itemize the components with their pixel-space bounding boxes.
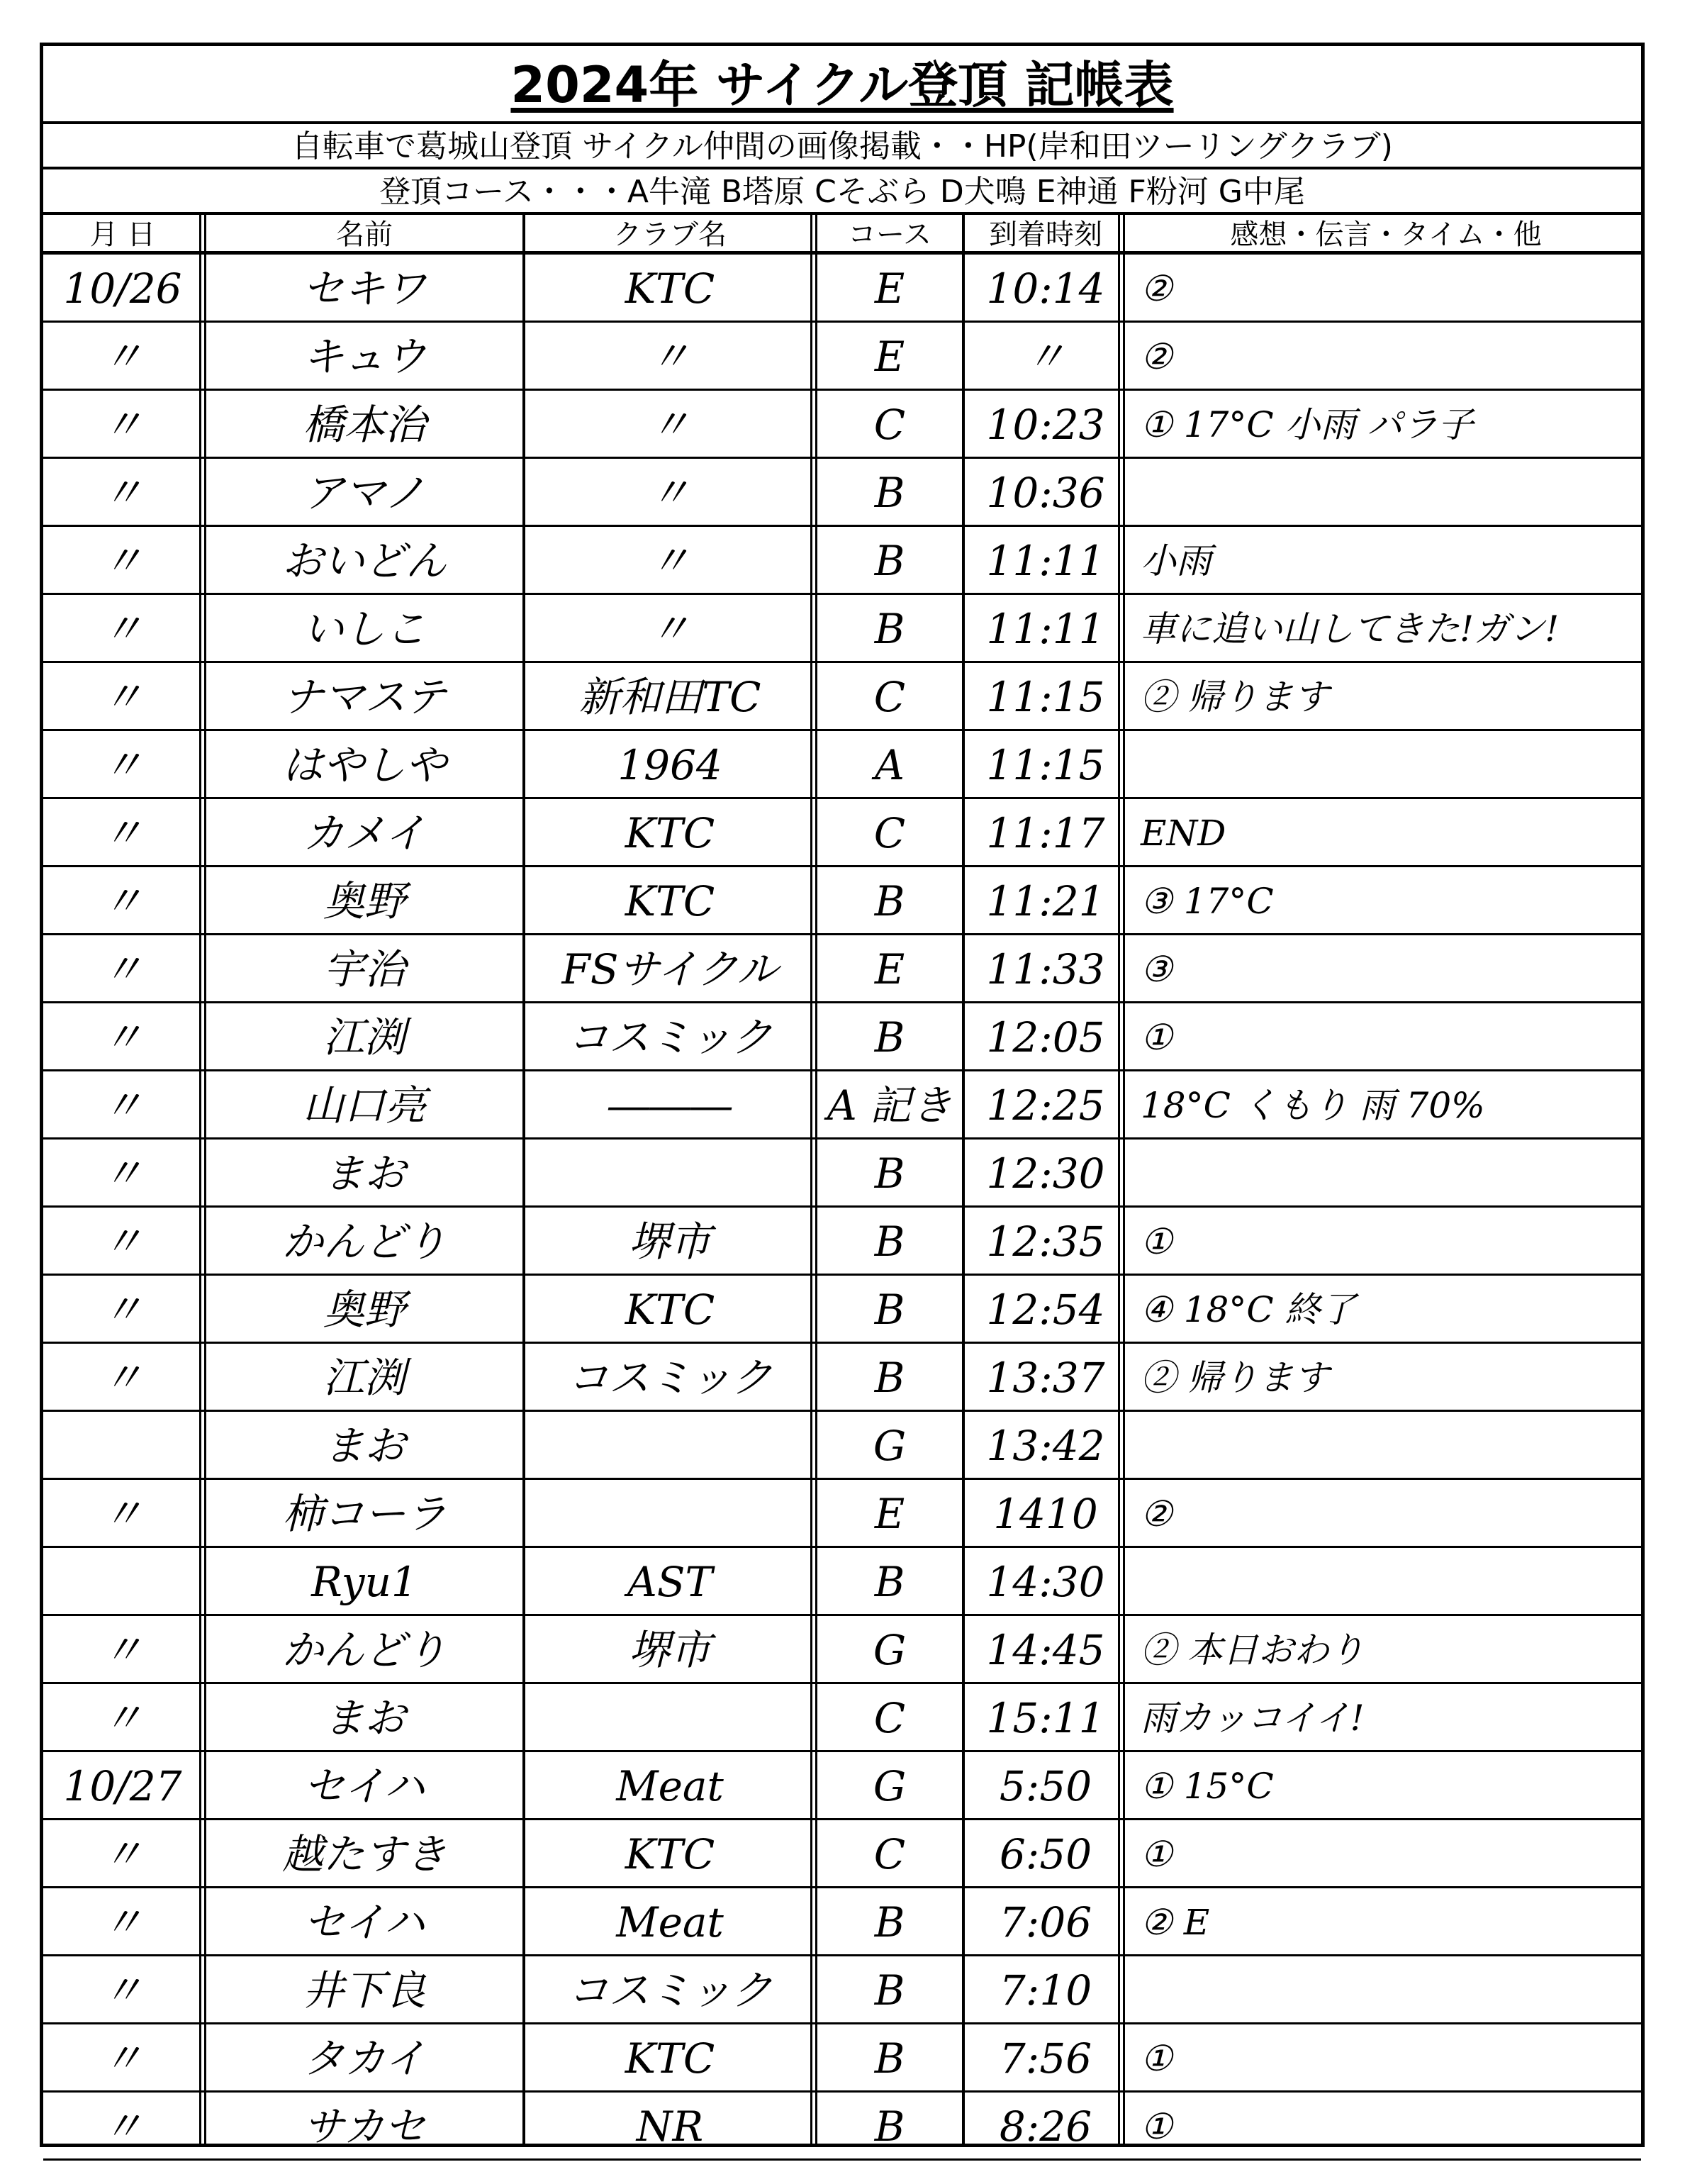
- row-memo: 雨カッコイイ!: [1141, 1698, 1365, 1739]
- row-time: 12:30: [986, 1149, 1105, 1198]
- column-divider: [199, 215, 206, 2144]
- row-memo: [1131, 1412, 1651, 1478]
- row-club: KTC: [625, 264, 715, 313]
- row-club: KTC: [625, 2034, 715, 2083]
- row-date: 〃: [101, 333, 143, 381]
- row-club: 新和田TC: [578, 673, 761, 721]
- row-name: 橋本治: [302, 401, 426, 449]
- table-row: [43, 799, 1641, 867]
- row-club: KTC: [625, 1830, 715, 1878]
- row-date: 〃: [101, 401, 143, 449]
- row-name: アマノ: [303, 469, 426, 517]
- row-time: 7:06: [999, 1898, 1092, 1946]
- row-memo: [1131, 1548, 1651, 1614]
- row-name: セキワ: [302, 264, 426, 313]
- row-course: C: [873, 809, 906, 857]
- column-header-memo: 感想・伝言・タイム・他: [1230, 218, 1542, 251]
- row-time: 10:23: [986, 401, 1105, 449]
- row-club: 〃: [649, 401, 690, 449]
- row-date: 〃: [101, 605, 143, 653]
- row-name: はやしや: [281, 741, 447, 789]
- row-time: 7:56: [999, 2034, 1092, 2083]
- row-time: 11:11: [986, 605, 1105, 653]
- row-course: C: [873, 1830, 906, 1878]
- row-course: B: [874, 1286, 905, 1334]
- row-course: B: [874, 1218, 905, 1266]
- row-club: コスミック: [567, 1013, 773, 1062]
- row-club: KTC: [625, 809, 715, 857]
- row-date: 〃: [101, 1013, 143, 1062]
- row-date: [43, 1548, 202, 1614]
- row-date: 〃: [101, 1830, 143, 1878]
- row-course: B: [874, 1966, 905, 2015]
- row-memo: ② 帰ります: [1141, 1357, 1329, 1398]
- row-memo: ②: [1141, 1493, 1173, 1534]
- column-header-club: クラブ名: [613, 218, 727, 251]
- row-name: 江渕: [323, 1354, 405, 1402]
- row-name: まお: [323, 1149, 405, 1198]
- row-club: 〃: [649, 333, 690, 381]
- row-club: Meat: [616, 1898, 724, 1946]
- row-time: 12:25: [986, 1081, 1105, 1130]
- column-header-time: 到着時刻: [989, 218, 1102, 251]
- row-date: 〃: [101, 469, 143, 517]
- row-memo: ③: [1141, 949, 1173, 990]
- row-memo: ② E: [1141, 1902, 1210, 1943]
- row-name: 越たすき: [281, 1830, 447, 1878]
- row-club: コスミック: [567, 1966, 773, 2015]
- row-course: C: [873, 1694, 906, 1742]
- row-date: 〃: [101, 1490, 143, 1538]
- row-club: 堺市: [628, 1626, 711, 1674]
- column-header-name: 名前: [336, 218, 393, 251]
- table-row: [43, 935, 1641, 1003]
- row-memo: ②: [1141, 268, 1173, 309]
- row-date: 〃: [101, 1898, 143, 1946]
- course-legend: 登頂コース・・・A牛滝 B塔原 Cそぶら D犬鳴 E神通 F粉河 G中尾: [43, 169, 1641, 215]
- row-date: [43, 1412, 202, 1478]
- row-memo: ② 帰ります: [1141, 676, 1329, 718]
- row-time: 12:54: [986, 1286, 1105, 1334]
- row-memo: ①: [1141, 2106, 1173, 2147]
- row-date: 〃: [101, 809, 143, 857]
- row-name: かんどり: [281, 1218, 447, 1266]
- row-club: 1964: [617, 741, 722, 789]
- row-memo: [1131, 459, 1651, 525]
- row-course: B: [874, 1149, 905, 1198]
- row-name: サカセ: [303, 2102, 426, 2151]
- row-memo: ②: [1141, 336, 1173, 377]
- row-time: 5:50: [999, 1762, 1092, 1810]
- row-time: 8:26: [999, 2102, 1092, 2151]
- table-row: [43, 527, 1641, 595]
- table-row: [43, 1412, 1641, 1480]
- row-memo: 18°C くもり 雨 70%: [1141, 1085, 1485, 1126]
- row-course: C: [873, 401, 906, 449]
- row-date: 〃: [101, 877, 143, 925]
- table-row: [43, 2024, 1641, 2093]
- row-course: B: [874, 1354, 905, 1402]
- table-row: [43, 1956, 1641, 2024]
- table-row: [43, 1752, 1641, 1820]
- row-course: B: [874, 2102, 905, 2151]
- row-memo: ① 15°C: [1141, 1766, 1274, 1807]
- row-date: 〃: [101, 1286, 143, 1334]
- row-date: 〃: [101, 2102, 143, 2151]
- row-memo: ①: [1141, 1221, 1173, 1262]
- row-name: セイハ: [303, 1762, 425, 1810]
- row-name: 江渕: [323, 1013, 405, 1062]
- table-row: [43, 731, 1641, 799]
- row-date: 〃: [101, 1218, 143, 1266]
- row-club: 〃: [649, 605, 690, 653]
- row-time: 12:35: [986, 1218, 1105, 1266]
- row-course: G: [873, 1422, 907, 1470]
- row-date: 〃: [101, 741, 143, 789]
- row-club: 堺市: [628, 1218, 711, 1266]
- table-row: [43, 1003, 1641, 1071]
- column-header-row: [43, 215, 1641, 255]
- table-row: [43, 1208, 1641, 1276]
- row-course: C: [873, 673, 906, 721]
- row-date: 10/26: [63, 264, 182, 313]
- row-time: 13:42: [986, 1422, 1105, 1470]
- row-date: 〃: [101, 945, 143, 993]
- row-course: B: [874, 1898, 905, 1946]
- row-time: 14:30: [986, 1558, 1105, 1606]
- row-time: 11:33: [986, 945, 1105, 993]
- row-memo: ①: [1141, 1017, 1173, 1058]
- row-time: 6:50: [999, 1830, 1092, 1878]
- row-time: 10:36: [986, 469, 1105, 517]
- table-row: [43, 1888, 1641, 1956]
- table-row: [43, 867, 1641, 935]
- table-row: [43, 1820, 1641, 1888]
- table-row: [43, 1344, 1641, 1412]
- table-row: [43, 595, 1641, 663]
- row-memo: ③ 17°C: [1141, 881, 1274, 922]
- row-course: G: [873, 1762, 907, 1810]
- row-name: カメイ: [303, 809, 426, 857]
- row-date: 〃: [101, 1149, 143, 1198]
- row-date: 〃: [101, 1081, 143, 1130]
- row-name: Ryu1: [311, 1558, 418, 1606]
- table-row: [43, 2093, 1641, 2161]
- row-time: 11:21: [986, 877, 1105, 925]
- row-date: 〃: [101, 1966, 143, 2015]
- row-club: FSサイクル: [561, 945, 778, 993]
- row-memo: ② 本日おわり: [1141, 1629, 1365, 1671]
- row-club: KTC: [625, 877, 715, 925]
- column-header-course: コース: [848, 218, 931, 251]
- row-memo: ① 17°C 小雨 パラ子: [1141, 404, 1474, 445]
- subtitle-line: 自転車で葛城山登頂 サイクル仲間の画像掲載・・HP(岸和田ツーリングクラブ): [43, 124, 1641, 169]
- row-name: セイハ: [303, 1898, 425, 1946]
- row-time: 11:17: [986, 809, 1105, 857]
- row-time: 13:37: [986, 1354, 1105, 1402]
- row-name: いしこ: [302, 605, 426, 653]
- row-date: 〃: [101, 537, 143, 585]
- column-divider: [522, 215, 525, 2144]
- column-divider: [810, 215, 817, 2144]
- row-club: [528, 1412, 812, 1478]
- row-course: B: [874, 1013, 905, 1062]
- table-row: [43, 323, 1641, 391]
- row-date: 〃: [101, 2034, 143, 2083]
- row-time: 11:15: [986, 673, 1105, 721]
- column-divider: [1118, 215, 1125, 2144]
- row-name: まお: [323, 1694, 405, 1742]
- table-row: [43, 663, 1641, 731]
- row-memo: 車に追い山してきた!ガン!: [1141, 608, 1560, 650]
- row-memo: [1131, 1956, 1651, 2022]
- row-course: E: [874, 1490, 905, 1538]
- row-memo: [1131, 731, 1651, 797]
- table-row: [43, 1140, 1641, 1208]
- row-date: 〃: [101, 1626, 143, 1674]
- table-row: [43, 255, 1641, 323]
- row-course: A: [875, 741, 905, 789]
- table-row: [43, 391, 1641, 459]
- row-club: [528, 1480, 812, 1546]
- row-name: 山口亮: [302, 1081, 426, 1130]
- row-memo: 小雨: [1141, 540, 1211, 581]
- row-time: 12:05: [986, 1013, 1105, 1062]
- row-course: E: [874, 264, 905, 313]
- row-name: キュウ: [302, 333, 426, 381]
- row-club: AST: [627, 1558, 713, 1606]
- row-time: 1410: [993, 1490, 1098, 1538]
- table-row: [43, 1276, 1641, 1344]
- row-time: 7:10: [999, 1966, 1092, 2015]
- table-row: [43, 1480, 1641, 1548]
- row-name: かんどり: [281, 1626, 447, 1674]
- row-name: おいどん: [281, 537, 447, 585]
- table-row: [43, 1071, 1641, 1140]
- row-name: ナマステ: [282, 673, 447, 721]
- ledger-sheet: [40, 43, 1645, 2151]
- row-course: E: [874, 333, 905, 381]
- row-date: 〃: [101, 1354, 143, 1402]
- row-time: 15:11: [986, 1694, 1105, 1742]
- row-name: 宇治: [323, 945, 405, 993]
- row-name: 井下良: [302, 1966, 426, 2015]
- row-course: B: [874, 877, 905, 925]
- row-date: 〃: [101, 673, 143, 721]
- row-name: まお: [323, 1422, 405, 1470]
- table-row: [43, 459, 1641, 527]
- row-club: 〃: [649, 537, 690, 585]
- row-time: 11:15: [986, 741, 1105, 789]
- row-memo: [1131, 1140, 1651, 1205]
- row-date: 〃: [101, 1694, 143, 1742]
- row-club: KTC: [625, 1286, 715, 1334]
- row-name: 柿コーラ: [281, 1490, 447, 1538]
- table-row: [43, 1684, 1641, 1752]
- table-row: [43, 1548, 1641, 1616]
- row-name: 奥野: [323, 1286, 405, 1334]
- row-time: 10:14: [986, 264, 1105, 313]
- row-club: [528, 1684, 812, 1750]
- row-course: B: [874, 1558, 905, 1606]
- row-time: 11:11: [986, 537, 1105, 585]
- row-course: B: [874, 605, 905, 653]
- row-course: B: [874, 2034, 905, 2083]
- row-memo: ①: [1141, 2038, 1173, 2079]
- row-memo: ④ 18°C 終了: [1141, 1289, 1356, 1330]
- row-memo: END: [1141, 813, 1226, 854]
- row-club: コスミック: [567, 1354, 773, 1402]
- column-header-date: 月 日: [89, 218, 156, 251]
- row-memo: ①: [1141, 1834, 1173, 1875]
- row-date: 10/27: [63, 1762, 182, 1810]
- row-time: 〃: [1024, 333, 1066, 381]
- row-course: B: [874, 469, 905, 517]
- page-title: 2024年 サイクル登頂 記帳表: [43, 46, 1641, 124]
- row-time: 14:45: [986, 1626, 1105, 1674]
- row-name: タカイ: [303, 2034, 426, 2083]
- row-club: [528, 1140, 812, 1205]
- column-divider: [962, 215, 965, 2144]
- row-name: 奥野: [323, 877, 405, 925]
- table-row: [43, 1616, 1641, 1684]
- row-course: G: [873, 1626, 907, 1674]
- row-course: E: [874, 945, 905, 993]
- row-club: Meat: [616, 1762, 724, 1810]
- row-club: ―――: [608, 1081, 732, 1130]
- row-club: 〃: [649, 469, 690, 517]
- row-course: B: [874, 537, 905, 585]
- row-club: NR: [636, 2102, 704, 2151]
- row-course: A 記き: [827, 1081, 953, 1130]
